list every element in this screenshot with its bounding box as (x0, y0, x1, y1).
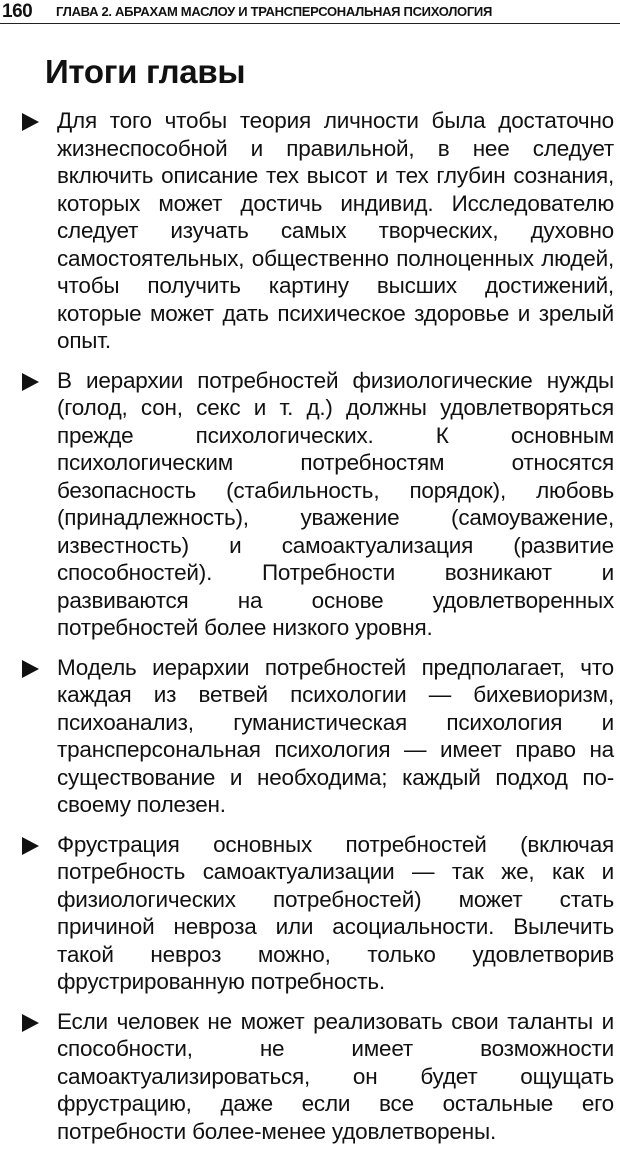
triangle-bullet-icon (22, 660, 39, 678)
triangle-bullet-icon (22, 373, 39, 391)
summary-item (0, 831, 620, 996)
summary-item-text: В иерархии потребностей физиологические нужды (голод, сон, секс и т. д.) должны удовлетворяться прежде психологических. К основным психологическим потребностям относятся безопасность (стабильность, порядок), любовь (принадлежность), уважение (самоуважение, известность) и самоактуализация (развитие способностей). Потребности возникают и развиваются на основе удовлетворенных потребностей более низкого уровня. (57, 367, 614, 640)
page-number: 160 (2, 1, 33, 22)
running-header (0, 0, 620, 24)
summary-item (0, 654, 620, 819)
summary-item-text: Модель иерархии потребностей предполагает, что каждая из ветвей психологии — бихевиоризм, психоанализ, гуманистическая психология и трансперсональная психология — имеет право на существование и необходима; каждый подход по-своему полезен. (57, 654, 614, 817)
summary-item-text: Для того чтобы теория личности была достаточно жизнеспособной и правильной, в нее следует включить описание тех высот и тех глубин сознания, которых может достичь индивид. Исследователю следует изучать самых творческих, духовно самостоятельных, общественно полноценных людей, чтобы получить картину высших достижений, которые может дать психическое здоровье и зрелый опыт. (57, 108, 614, 353)
header-rule (0, 23, 620, 24)
summary-item (0, 367, 620, 642)
section-title: Итоги главы (45, 53, 246, 90)
running-head-title: ГЛАВА 2. АБРАХАМ МАСЛОУ И ТРАНСПЕРСОНАЛЬНАЯ ПСИХОЛОГИЯ (56, 4, 493, 19)
summary-list (0, 107, 620, 1157)
summary-item (0, 1008, 620, 1146)
triangle-bullet-icon (22, 113, 39, 131)
summary-item (0, 107, 620, 355)
triangle-bullet-icon (22, 1014, 39, 1032)
triangle-bullet-icon (22, 837, 39, 855)
summary-item-text: Фрустрация основных потребностей (включая потребность самоактуализации — так же, как и физиологических потребностей) может стать причиной невроза или асоциальности. Вылечить такой невроз можно, только удовлетворив фрустрированную потребность. (57, 831, 614, 994)
summary-item-text: Если человек не может реализовать свои таланты и способности, не имеет возможности самоактуализироваться, он будет ощущать фрустрацию, даже если все остальные его потребности более-менее удовлетворены. (57, 1008, 614, 1144)
